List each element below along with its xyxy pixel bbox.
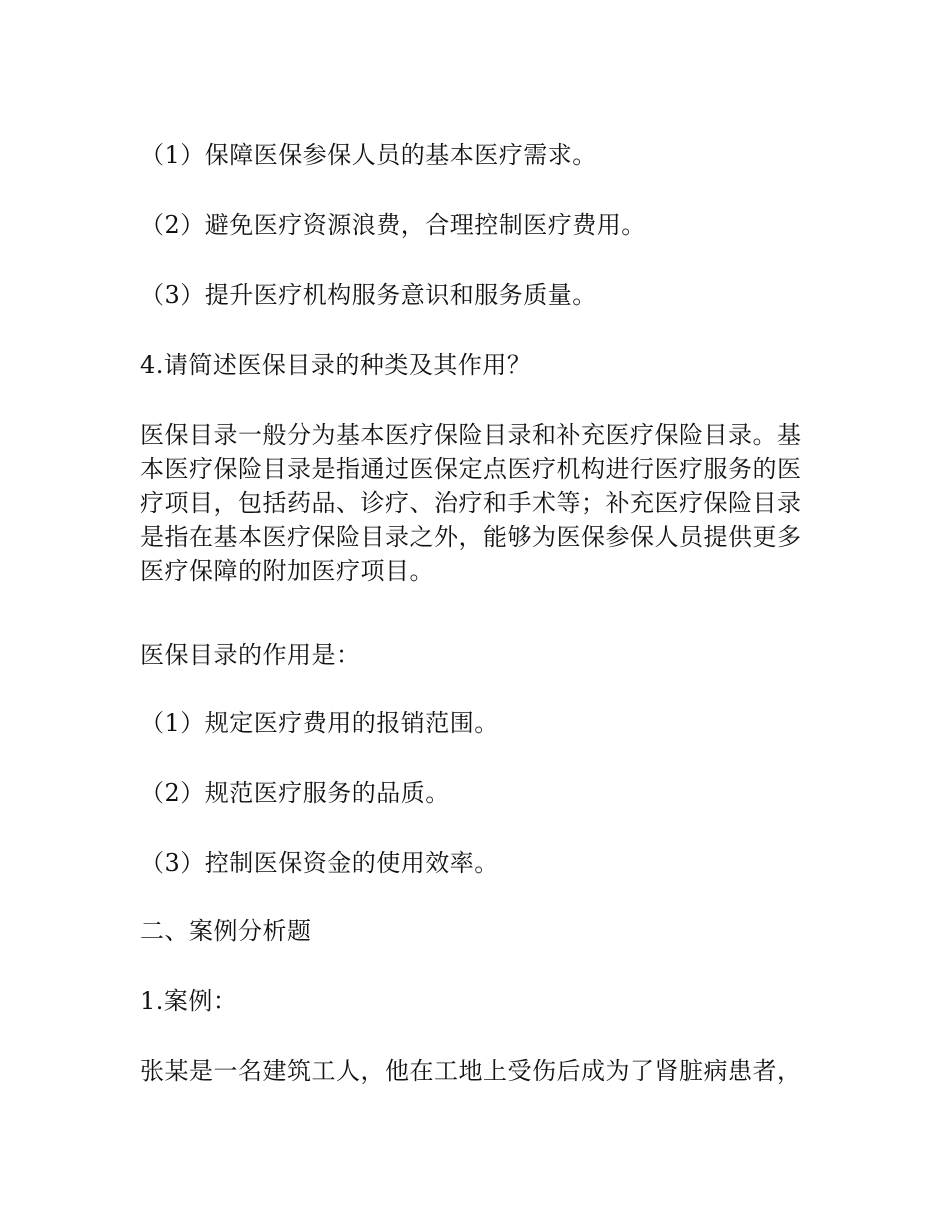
role-item-1: （1）规定医疗费用的报销范围。 xyxy=(140,709,499,737)
list-item-3: （3）提升医疗机构服务意识和服务质量。 xyxy=(140,281,597,309)
paragraph-line-2: 本医疗保险目录是指通过医保定点医疗机构进行医疗服务的医 xyxy=(140,455,802,483)
catalog-description-paragraph xyxy=(140,418,820,588)
paragraph-line-3: 疗项目，包括药品、诊疗、治疗和手术等；补充医疗保险目录 xyxy=(140,489,802,517)
case-1-text: 张某是一名建筑工人，他在工地上受伤后成为了肾脏病患者， xyxy=(140,1057,802,1085)
section-heading-case-analysis: 二、案例分析题 xyxy=(140,917,312,945)
role-item-3: （3）控制医保资金的使用效率。 xyxy=(140,849,499,877)
role-intro: 医保目录的作用是： xyxy=(140,641,361,669)
list-item-2: （2）避免医疗资源浪费，合理控制医疗费用。 xyxy=(140,211,646,239)
case-1-label: 1.案例： xyxy=(140,987,238,1015)
list-item-1: （1）保障医保参保人员的基本医疗需求。 xyxy=(140,141,597,169)
paragraph-line-5: 医疗保障的附加医疗项目。 xyxy=(140,557,434,585)
role-item-2: （2）规范医疗服务的品质。 xyxy=(140,779,450,807)
question-4-title: 4.请简述医保目录的种类及其作用？ xyxy=(140,351,532,379)
paragraph-line-4: 是指在基本医疗保险目录之外，能够为医保参保人员提供更多 xyxy=(140,523,802,551)
paragraph-line-1: 医保目录一般分为基本医疗保险目录和补充医疗保险目录。基 xyxy=(140,421,802,449)
